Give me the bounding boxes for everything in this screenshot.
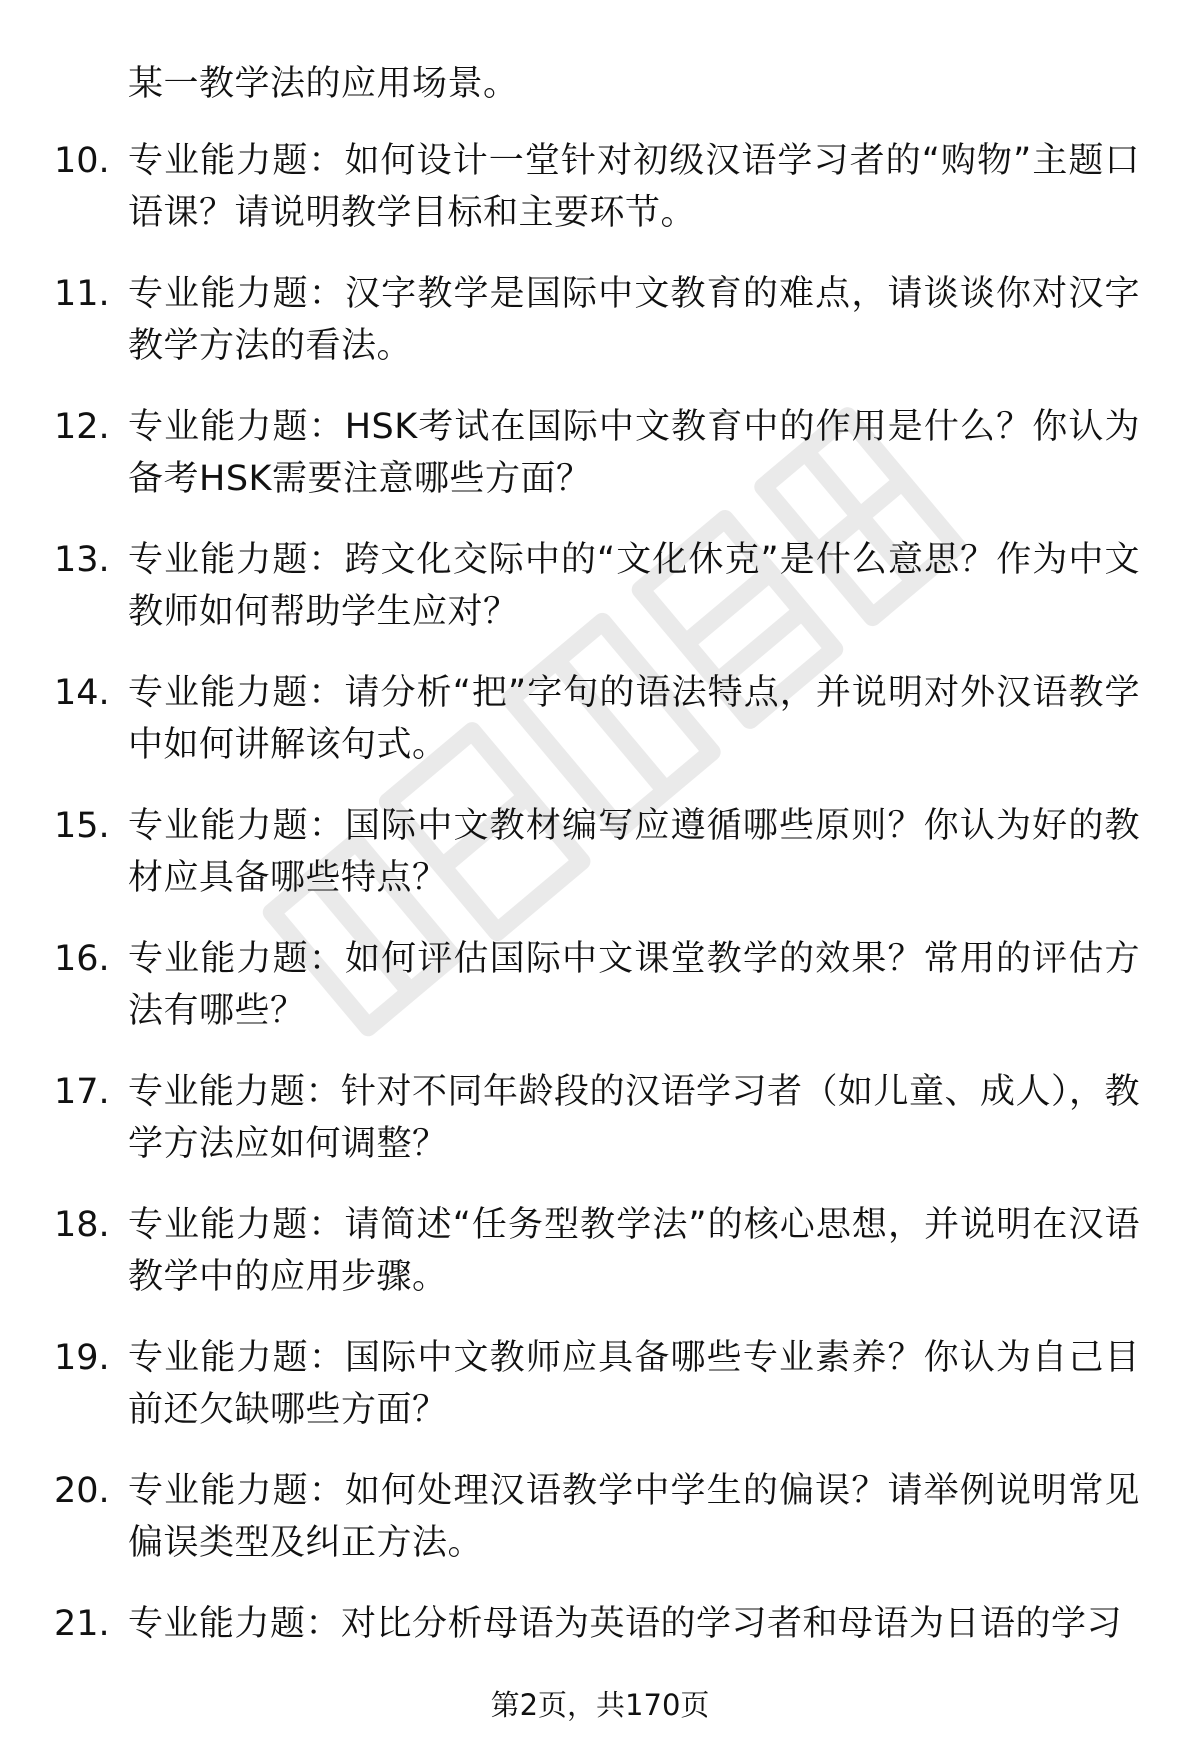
question-text: 专业能力题：请分析“把”字句的语法特点，并说明对外汉语教学中如何讲解该句式。	[128, 673, 1140, 765]
question-text: 专业能力题：针对不同年龄段的汉语学习者（如儿童、成人），教学方法应如何调整？	[128, 1072, 1141, 1164]
question-item	[0, 401, 1200, 534]
question-number: 10.	[54, 141, 110, 181]
question-number: 20.	[54, 1471, 110, 1511]
question-number: 11.	[54, 274, 110, 314]
question-text: 专业能力题：国际中文教师应具备哪些专业素养？你认为自己目前还欠缺哪些方面？	[128, 1338, 1140, 1430]
question-number: 14.	[54, 673, 110, 713]
question-text: 专业能力题：国际中文教材编写应遵循哪些原则？你认为好的教材应具备哪些特点？	[128, 806, 1140, 898]
question-list	[0, 135, 1200, 1731]
question-item	[0, 268, 1200, 401]
question-item	[0, 1199, 1200, 1332]
question-item	[0, 135, 1200, 268]
question-number: 21.	[54, 1604, 110, 1644]
question-text: 专业能力题：如何评估国际中文课堂教学的效果？常用的评估方法有哪些？	[128, 939, 1140, 1031]
question-item	[0, 534, 1200, 667]
question-number: 17.	[54, 1072, 110, 1112]
question-text: 专业能力题：如何设计一堂针对初级汉语学习者的“购物”主题口语课？请说明教学目标和主要环节。	[128, 141, 1140, 233]
question-item	[0, 1465, 1200, 1598]
question-text: 专业能力题：对比分析母语为英语的学习者和母语为日语的学习	[128, 1604, 1123, 1644]
question-text: 专业能力题：汉字教学是国际中文教育的难点，请谈谈你对汉字教学方法的看法。	[128, 274, 1140, 366]
question-text: 专业能力题：请简述“任务型教学法”的核心思想，并说明在汉语教学中的应用步骤。	[128, 1205, 1140, 1297]
question-item	[0, 933, 1200, 1066]
question-number: 13.	[54, 540, 110, 580]
question-item	[0, 1332, 1200, 1465]
page-number-footer: 第2页，共170页	[490, 1688, 710, 1722]
continuation-line: 某一教学法的应用场景。	[128, 64, 519, 104]
question-number: 19.	[54, 1338, 110, 1378]
question-number: 12.	[54, 407, 110, 447]
question-text: 专业能力题：跨文化交际中的“文化休克”是什么意思？作为中文教师如何帮助学生应对？	[128, 540, 1140, 632]
question-item	[0, 800, 1200, 933]
question-text: 专业能力题：如何处理汉语教学中学生的偏误？请举例说明常见偏误类型及纠正方法。	[128, 1471, 1140, 1563]
question-number: 18.	[54, 1205, 110, 1245]
question-item	[0, 1066, 1200, 1199]
question-text: 专业能力题：HSK考试在国际中文教育中的作用是什么？你认为备考HSK需要注意哪些方面？	[128, 407, 1140, 499]
question-number: 15.	[54, 806, 110, 846]
question-number: 16.	[54, 939, 110, 979]
question-item	[0, 667, 1200, 800]
